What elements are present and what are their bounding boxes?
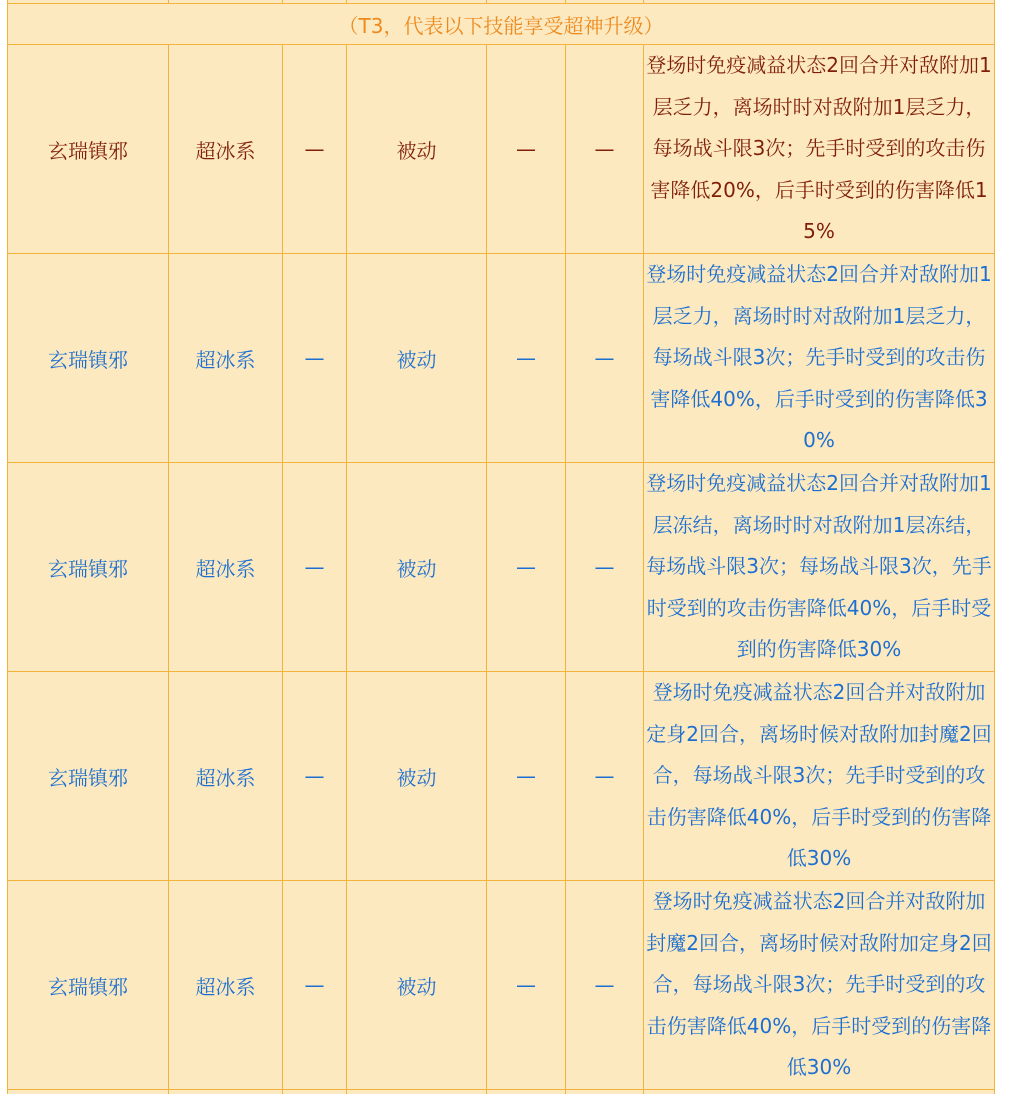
table-row [8, 672, 995, 881]
skill-name: 玄瑞镇邪 [8, 45, 169, 254]
skill-type: 超冰系 [169, 254, 283, 463]
table-row [8, 463, 995, 672]
skill-category: 被动 [347, 881, 487, 1090]
table-row [8, 881, 995, 1090]
skill-effect: 登场时免疫减益状态2回合并对敌附加1层冻结，离场时时对敌附加1层冻结，每场战斗限3次；每场战斗限3次，先手时受到的攻击伤害降低40%，后手时受到的伤害降低30% [644, 463, 995, 672]
skill-pp: — [487, 881, 566, 1090]
skill-priority: — [566, 45, 644, 254]
skill-pp: — [487, 45, 566, 254]
skill-priority: — [566, 881, 644, 1090]
section-header: （T3，代表以下技能享受超神升级） [8, 4, 995, 45]
skill-name: 玄瑞镇邪 [8, 672, 169, 881]
skill-type: 超冰系 [169, 881, 283, 1090]
skill-priority: — [566, 672, 644, 881]
skill-type: 超冰系 [169, 463, 283, 672]
skill-effect: 登场时免疫减益状态2回合并对敌附加封魔2回合，离场时候对敌附加定身2回合，每场战斗限3次；先手时受到的攻击伤害降低40%，后手时受到的伤害降低30% [644, 881, 995, 1090]
skill-name: 玄瑞镇邪 [8, 463, 169, 672]
skill-pp: — [487, 254, 566, 463]
skill-table [7, 0, 995, 1094]
skill-power: — [283, 463, 347, 672]
skill-type: 超冰系 [169, 45, 283, 254]
skill-name: 玄瑞镇邪 [8, 254, 169, 463]
skill-priority: — [566, 463, 644, 672]
skill-category: 被动 [347, 45, 487, 254]
skill-category: 被动 [347, 254, 487, 463]
skill-pp: — [487, 463, 566, 672]
skill-type: 超冰系 [169, 672, 283, 881]
skill-category: 被动 [347, 463, 487, 672]
skill-name: 玄瑞镇邪 [8, 881, 169, 1090]
skill-priority: — [566, 254, 644, 463]
skill-power: — [283, 881, 347, 1090]
skill-effect: 登场时免疫减益状态2回合并对敌附加1层乏力，离场时时对敌附加1层乏力，每场战斗限3次；先手时受到的攻击伤害降低40%，后手时受到的伤害降低30% [644, 254, 995, 463]
skill-power: — [283, 672, 347, 881]
skill-power: — [283, 254, 347, 463]
skill-power: — [283, 45, 347, 254]
table-tail-row [8, 1090, 995, 1094]
section-header-row [8, 4, 995, 45]
skill-pp: — [487, 672, 566, 881]
table-row [8, 254, 995, 463]
table-row [8, 45, 995, 254]
skill-effect: 登场时免疫减益状态2回合并对敌附加定身2回合，离场时候对敌附加封魔2回合，每场战斗限3次；先手时受到的攻击伤害降低40%，后手时受到的伤害降低30% [644, 672, 995, 881]
skill-category: 被动 [347, 672, 487, 881]
skill-effect: 登场时免疫减益状态2回合并对敌附加1层乏力，离场时时对敌附加1层乏力，每场战斗限3次；先手时受到的攻击伤害降低20%，后手时受到的伤害降低15% [644, 45, 995, 254]
